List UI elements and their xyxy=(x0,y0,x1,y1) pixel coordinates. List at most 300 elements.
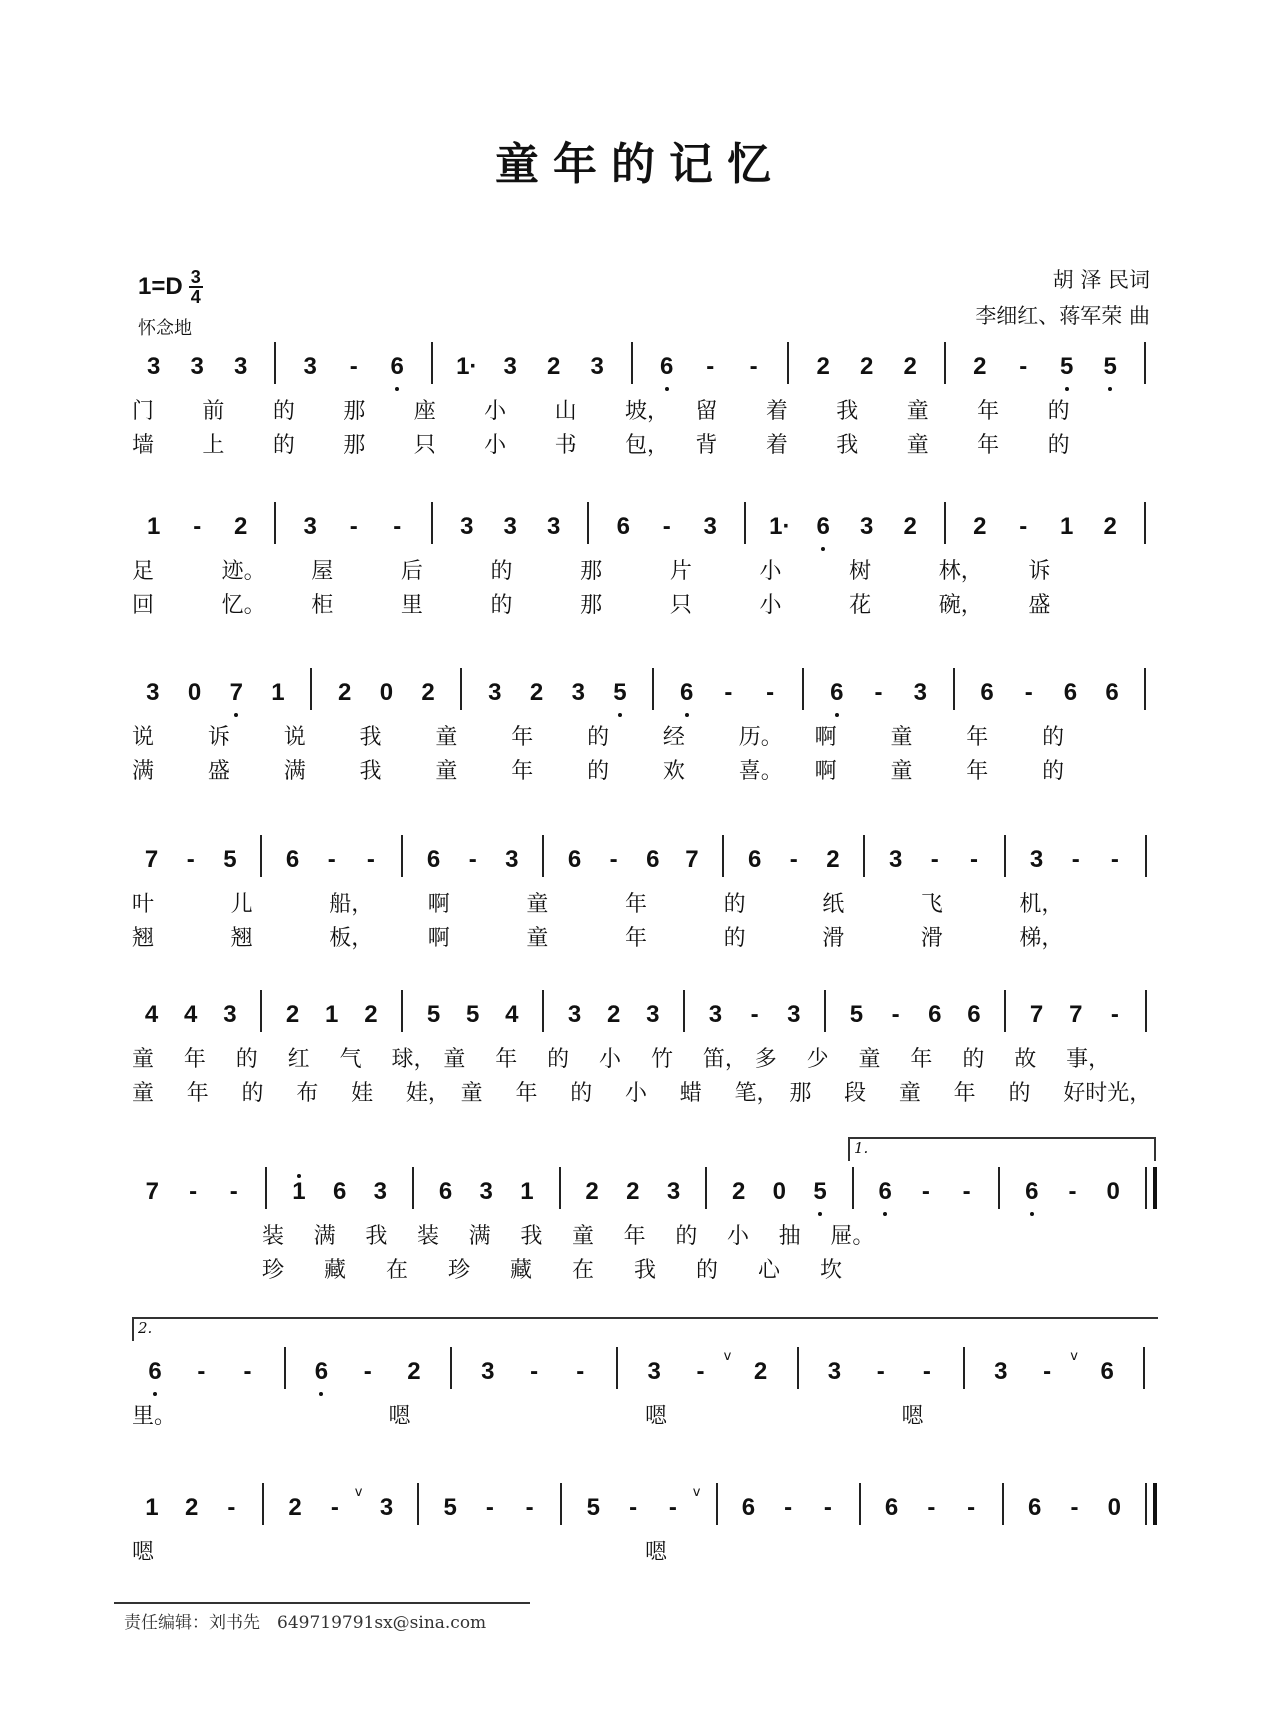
barline xyxy=(1004,835,1006,877)
barline xyxy=(944,342,946,384)
notes-line xyxy=(132,845,1158,885)
barline xyxy=(262,1483,264,1525)
lyric-syllable: 板， xyxy=(329,926,374,951)
notes-line xyxy=(132,352,1158,392)
note: 2 xyxy=(421,679,435,706)
lyric-syllable: 红 xyxy=(287,1047,310,1072)
lyric-syllable: 柜 xyxy=(311,593,334,618)
lyric-syllable: 片 xyxy=(669,559,692,584)
note: 3 xyxy=(373,1178,388,1205)
note: 6 xyxy=(438,1178,453,1205)
dash-extension: - xyxy=(363,1358,372,1385)
note: 5 xyxy=(443,1494,457,1521)
lyric-syllable: 着 xyxy=(765,399,788,424)
lyric-syllable: 年 xyxy=(186,1081,209,1106)
barline xyxy=(260,990,262,1032)
lyric-syllable: 翘 xyxy=(132,926,155,951)
barline xyxy=(652,668,654,710)
lyric-syllable: 那 xyxy=(580,559,603,584)
editor-credit: 责任编辑：刘书先 649719791sx@sina.com xyxy=(124,1613,487,1633)
note: 4 xyxy=(144,1001,159,1028)
barline xyxy=(431,502,433,544)
dash-extension: - xyxy=(967,1494,976,1521)
lyric-syllable: 在 xyxy=(386,1258,409,1283)
lyric-syllable: 回 xyxy=(132,593,155,618)
lyric-syllable: 的 xyxy=(272,399,295,424)
lyric-syllable: 藏 xyxy=(324,1258,347,1283)
lyric-syllable: 心 xyxy=(758,1258,781,1283)
barline xyxy=(944,502,946,544)
dash-extension: - xyxy=(750,1001,759,1028)
barline xyxy=(450,1347,452,1389)
notes-line xyxy=(132,512,1158,552)
lyric-syllable: 我 xyxy=(520,1224,543,1249)
lyric-syllable: 只 xyxy=(669,593,692,618)
note: 6 xyxy=(143,1357,167,1387)
barline xyxy=(705,1167,707,1209)
lyric-syllable: 少 xyxy=(806,1047,829,1072)
lyric-syllable: 藏 xyxy=(510,1258,533,1283)
lyric-syllable: 童 xyxy=(898,1081,921,1106)
note: 3 xyxy=(505,846,519,873)
note: 3 xyxy=(888,846,903,873)
lyric-syllable: 的 xyxy=(1008,1081,1031,1106)
lyric-syllable: 那 xyxy=(789,1081,812,1106)
barline xyxy=(1002,1483,1004,1525)
note: 6 xyxy=(426,846,441,873)
note: 3 xyxy=(646,1001,660,1028)
dash-extension: - xyxy=(349,513,358,540)
lyric-syllable: 的 xyxy=(696,1258,719,1283)
barline xyxy=(716,1483,718,1525)
lyric-syllable: 碗， xyxy=(938,593,983,618)
note: 3 xyxy=(787,1001,801,1028)
note: 5 xyxy=(466,1001,480,1028)
dash-extension: - xyxy=(1110,1001,1119,1028)
dash-extension: - xyxy=(1019,353,1028,380)
lyric-syllable: 小 xyxy=(484,433,507,458)
lyric-syllable: 那 xyxy=(343,433,366,458)
note: 3 xyxy=(146,679,160,706)
lyric-syllable: 童 xyxy=(890,759,913,784)
lyric-syllable: 小 xyxy=(759,593,782,618)
lyric-syllable: 年 xyxy=(966,725,989,750)
barline xyxy=(274,342,276,384)
lyric-syllable: 书 xyxy=(554,433,577,458)
dash-extension: - xyxy=(922,1358,931,1385)
note: 6 xyxy=(655,352,679,382)
lyric-syllable: 在 xyxy=(572,1258,595,1283)
lyric-syllable: 梯， xyxy=(1019,926,1064,951)
dash-extension: - xyxy=(189,1178,198,1205)
note: 3 xyxy=(994,1358,1008,1385)
note: 6 xyxy=(1028,1494,1042,1521)
note: 6 xyxy=(747,846,762,873)
dash-extension: - xyxy=(629,1494,638,1521)
note: 2 xyxy=(826,846,840,873)
note: 6 xyxy=(646,846,660,873)
note: 6 xyxy=(967,1001,981,1028)
lyrics-verse-2 xyxy=(132,1253,1158,1285)
dash-extension: - xyxy=(609,846,618,873)
lyric-syllable: 童 xyxy=(526,926,549,951)
notes-line xyxy=(132,1177,1158,1217)
lyric-syllable: 盛 xyxy=(207,759,230,784)
note: 6 xyxy=(1105,679,1119,706)
lyric-syllable: 的 xyxy=(1047,433,1070,458)
note: 3 xyxy=(503,353,517,380)
lyric-syllable: 童 xyxy=(572,1224,595,1249)
lyric-syllable: 段 xyxy=(844,1081,867,1106)
note: 2 xyxy=(903,513,917,540)
barline xyxy=(802,668,804,710)
note: 3 xyxy=(571,679,585,706)
barline xyxy=(260,835,262,877)
barline xyxy=(560,1483,562,1525)
lyrics-verse-1 xyxy=(132,1042,1158,1074)
lyric-syllable: 年 xyxy=(977,399,1000,424)
lyric-syllable: 纸 xyxy=(822,892,845,917)
dash-extension: - xyxy=(1043,1358,1052,1385)
barline xyxy=(431,342,433,384)
lyric-syllable: 笔， xyxy=(734,1081,779,1106)
note: 2 xyxy=(1103,513,1117,540)
note: 3 xyxy=(547,513,561,540)
tempo-marking: 怀念地 xyxy=(138,318,192,339)
lyric-syllable: 年 xyxy=(515,1081,538,1106)
barline xyxy=(284,1347,286,1389)
lyric-syllable: 那 xyxy=(580,593,603,618)
lyric-syllable: 山 xyxy=(554,399,577,424)
note: 2 xyxy=(626,1178,640,1205)
note: 2 xyxy=(903,353,917,380)
dash-extension: - xyxy=(229,1178,238,1205)
note: 3 xyxy=(913,679,927,706)
note: 6 xyxy=(567,846,582,873)
note: 5 xyxy=(586,1494,600,1521)
note: 3 xyxy=(379,1494,394,1521)
dash-extension: - xyxy=(366,846,375,873)
lyric-syllable: 留 xyxy=(695,399,718,424)
note: 2 xyxy=(860,353,874,380)
lyric-syllable: 说 xyxy=(283,725,306,750)
barline xyxy=(1144,342,1146,384)
dash-extension: - xyxy=(576,1358,585,1385)
note: 2 xyxy=(184,1494,199,1521)
note: 3 xyxy=(703,513,717,540)
note: 2 xyxy=(973,353,987,380)
lyric-syllable: 坡， xyxy=(625,399,670,424)
lyric-syllable: 年 xyxy=(495,1047,518,1072)
lyric-syllable: 滑 xyxy=(920,926,943,951)
lyric-syllable: 童 xyxy=(890,725,913,750)
note: 6 xyxy=(1100,1358,1114,1385)
lyric-syllable: 船， xyxy=(329,892,374,917)
barline xyxy=(863,835,865,877)
note: 1 xyxy=(287,1177,311,1207)
barline xyxy=(616,1347,618,1389)
lyric-syllable: 着 xyxy=(765,433,788,458)
note: 2 xyxy=(816,353,830,380)
note: 6 xyxy=(1063,679,1078,706)
lyric-syllable: 的 xyxy=(962,1047,985,1072)
dash-extension: - xyxy=(927,1494,936,1521)
lyric-syllable: 蜡 xyxy=(679,1081,702,1106)
dash-extension: - xyxy=(327,846,336,873)
barline xyxy=(417,1483,419,1525)
barline xyxy=(1143,1347,1145,1389)
barline xyxy=(542,835,544,877)
lyric-syllable: 的 xyxy=(570,1081,593,1106)
dash-extension: - xyxy=(668,1494,677,1521)
barline xyxy=(1145,835,1147,877)
note: 3 xyxy=(460,513,474,540)
lyric-syllable: 嗯 xyxy=(901,1404,924,1429)
note: 3 xyxy=(647,1358,661,1385)
lyric-syllable: 满 xyxy=(132,759,155,784)
note: 3 xyxy=(488,679,502,706)
note: 3 xyxy=(567,1001,582,1028)
note: 2 xyxy=(338,679,352,706)
volta-bracket: 2. xyxy=(132,1317,1158,1341)
breath-mark-icon: v xyxy=(723,1349,732,1364)
note: 4 xyxy=(184,1001,198,1028)
note: 5 xyxy=(1098,352,1122,382)
breath-mark-icon: v xyxy=(354,1485,363,1500)
note: 6 xyxy=(873,1177,897,1207)
dash-extension: - xyxy=(1071,846,1080,873)
note: 6 xyxy=(285,846,300,873)
lyric-syllable: 说 xyxy=(132,725,155,750)
lyric-syllable: 年 xyxy=(910,1047,933,1072)
lyric-syllable: 年 xyxy=(625,892,648,917)
lyric-syllable: 多 xyxy=(754,1047,777,1072)
note: 2 xyxy=(285,1001,300,1028)
lyric-syllable: 啊 xyxy=(427,892,450,917)
lyric-syllable: 笛， xyxy=(702,1047,747,1072)
dash-extension: - xyxy=(1070,1494,1079,1521)
notes-line xyxy=(132,678,1158,718)
lyric-syllable: 童 xyxy=(132,1081,155,1106)
lyric-syllable: 童 xyxy=(435,759,458,784)
barline xyxy=(401,990,403,1032)
barline xyxy=(559,1167,561,1209)
note: 5 xyxy=(849,1001,864,1028)
note: 3 xyxy=(708,1001,723,1028)
lyric-syllable: 我 xyxy=(836,399,859,424)
dash-extension: - xyxy=(876,1358,885,1385)
dash-extension: - xyxy=(349,353,358,380)
note: 2 xyxy=(731,1178,746,1205)
dash-extension: - xyxy=(186,846,195,873)
lyric-syllable: 满 xyxy=(468,1224,491,1249)
note: 2 xyxy=(585,1178,599,1205)
credits xyxy=(975,262,1150,334)
note: 6 xyxy=(616,513,630,540)
lyric-syllable: 童 xyxy=(526,892,549,917)
breath-mark-icon: v xyxy=(692,1485,701,1500)
lyric-syllable: 嗯 xyxy=(645,1404,668,1429)
lyric-syllable: 年 xyxy=(977,433,1000,458)
dash-extension: - xyxy=(696,1358,705,1385)
note: 7 xyxy=(145,1178,160,1205)
note: 1 xyxy=(147,513,161,540)
lyric-syllable: 机， xyxy=(1019,892,1064,917)
lyric-syllable: 年 xyxy=(953,1081,976,1106)
note: 6 xyxy=(884,1494,899,1521)
breath-mark-icon: v xyxy=(1070,1349,1078,1364)
lyric-syllable: 欢 xyxy=(662,759,685,784)
lyric-syllable: 娃， xyxy=(405,1081,450,1106)
lyric-syllable: 啊 xyxy=(814,725,837,750)
barline xyxy=(744,502,746,544)
lyric-syllable: 童 xyxy=(858,1047,881,1072)
note: 3 xyxy=(481,1358,495,1385)
lyricist: 胡 泽 民词 xyxy=(1052,268,1150,292)
lyric-syllable: 的 xyxy=(1047,399,1070,424)
dash-extension: - xyxy=(789,846,798,873)
lyric-syllable: 历。 xyxy=(738,725,783,750)
lyric-syllable: 童 xyxy=(443,1047,466,1072)
dash-extension: - xyxy=(969,846,978,873)
barline xyxy=(587,502,589,544)
barline xyxy=(274,502,276,544)
note: 3 xyxy=(223,1001,237,1028)
lyrics-verse-1 xyxy=(132,720,1158,752)
final-barline xyxy=(1145,1483,1157,1525)
key-label: 1=D xyxy=(138,273,183,300)
lyric-syllable: 翘 xyxy=(230,926,253,951)
lyric-syllable: 的 xyxy=(235,1047,258,1072)
note: 1 xyxy=(520,1178,534,1205)
note: 0 xyxy=(1107,1494,1121,1521)
dash-extension: - xyxy=(525,1494,534,1521)
note: 3 xyxy=(666,1178,681,1205)
lyric-syllable: 树 xyxy=(849,559,872,584)
note: 2 xyxy=(364,1001,378,1028)
barline xyxy=(401,835,403,877)
lyric-syllable: 小 xyxy=(727,1224,750,1249)
note: 1 xyxy=(271,679,285,706)
lyric-syllable: 门 xyxy=(132,399,155,424)
note: 5 xyxy=(426,1001,441,1028)
dash-extension: - xyxy=(874,679,883,706)
barline xyxy=(683,990,685,1032)
lyric-syllable: 屉。 xyxy=(830,1224,875,1249)
lyric-syllable: 坎 xyxy=(820,1258,843,1283)
note: 3 xyxy=(860,513,874,540)
lyric-syllable: 小 xyxy=(599,1047,622,1072)
dash-extension: - xyxy=(749,353,758,380)
note: 1 xyxy=(325,1001,339,1028)
note: 4 xyxy=(505,1001,519,1028)
dash-extension: - xyxy=(891,1001,900,1028)
note: 1 xyxy=(1060,513,1074,540)
note: 0 xyxy=(187,679,202,706)
note: 5 xyxy=(1055,352,1079,382)
lyric-syllable: 滑 xyxy=(822,926,845,951)
lyrics-verse-2 xyxy=(132,921,1158,953)
barline xyxy=(859,1483,861,1525)
lyric-syllable: 小 xyxy=(625,1081,648,1106)
note: 3 xyxy=(303,353,317,380)
dash-extension: - xyxy=(1024,679,1033,706)
lyric-syllable: 啊 xyxy=(814,759,837,784)
note: 7 xyxy=(144,846,159,873)
lyric-syllable: 的 xyxy=(587,725,610,750)
notes-line xyxy=(132,1349,1158,1397)
lyric-syllable: 的 xyxy=(490,559,513,584)
note: 5 xyxy=(808,1177,832,1207)
barline xyxy=(1144,502,1146,544)
lyric-syllable: 盛 xyxy=(1028,593,1051,618)
lyric-syllable: 里。 xyxy=(132,1404,177,1429)
lyric-syllable: 年 xyxy=(623,1224,646,1249)
lyric-syllable: 啊 xyxy=(427,926,450,951)
dash-extension: - xyxy=(962,1178,971,1205)
note: 7 xyxy=(224,678,248,708)
lyric-syllable: 我 xyxy=(359,759,382,784)
note: 3 xyxy=(303,513,317,540)
lyric-syllable: 年 xyxy=(183,1047,206,1072)
note: 2 xyxy=(753,1358,768,1385)
lyrics-verse-1 xyxy=(132,554,1158,586)
dash-extension: - xyxy=(784,1494,793,1521)
footer-divider xyxy=(114,1602,530,1604)
note: 6 xyxy=(1020,1177,1044,1207)
lyric-syllable: 嗯 xyxy=(388,1404,411,1429)
note: 3 xyxy=(479,1178,493,1205)
lyric-syllable: 我 xyxy=(634,1258,657,1283)
barline xyxy=(963,1347,965,1389)
lyric-syllable: 上 xyxy=(202,433,225,458)
dash-extension: - xyxy=(330,1494,339,1521)
note: 2 xyxy=(288,1494,302,1521)
note: 2 xyxy=(547,353,561,380)
barline xyxy=(631,342,633,384)
lyric-syllable: 童 xyxy=(435,725,458,750)
lyrics-verse-1 xyxy=(132,1399,1158,1431)
lyric-syllable: 珍 xyxy=(262,1258,285,1283)
barline xyxy=(310,668,312,710)
final-barline xyxy=(1145,1167,1157,1209)
note: 1 xyxy=(145,1494,159,1521)
lyric-syllable: 球， xyxy=(391,1047,436,1072)
lyric-syllable: 儿 xyxy=(230,892,253,917)
note: 7 xyxy=(1069,1001,1083,1028)
lyric-syllable: 童 xyxy=(906,433,929,458)
note: 6 xyxy=(980,679,994,706)
barline xyxy=(824,990,826,1032)
note: 3 xyxy=(1029,846,1044,873)
note: 3 xyxy=(827,1358,842,1385)
lyric-syllable: 小 xyxy=(759,559,782,584)
dash-extension: - xyxy=(930,846,939,873)
dash-extension: - xyxy=(706,353,715,380)
note: 7 xyxy=(685,846,699,873)
dash-extension: - xyxy=(1019,513,1028,540)
lyric-syllable: 后 xyxy=(400,559,423,584)
lyric-syllable: 装 xyxy=(262,1224,285,1249)
note: 2 xyxy=(407,1358,421,1385)
barline xyxy=(953,668,955,710)
lyric-syllable: 气 xyxy=(339,1047,362,1072)
note: 5 xyxy=(608,678,632,708)
lyric-syllable: 屋 xyxy=(311,559,334,584)
note: 6 xyxy=(928,1001,942,1028)
lyric-syllable: 墙 xyxy=(132,433,155,458)
lyrics-verse-2 xyxy=(132,1076,1158,1108)
